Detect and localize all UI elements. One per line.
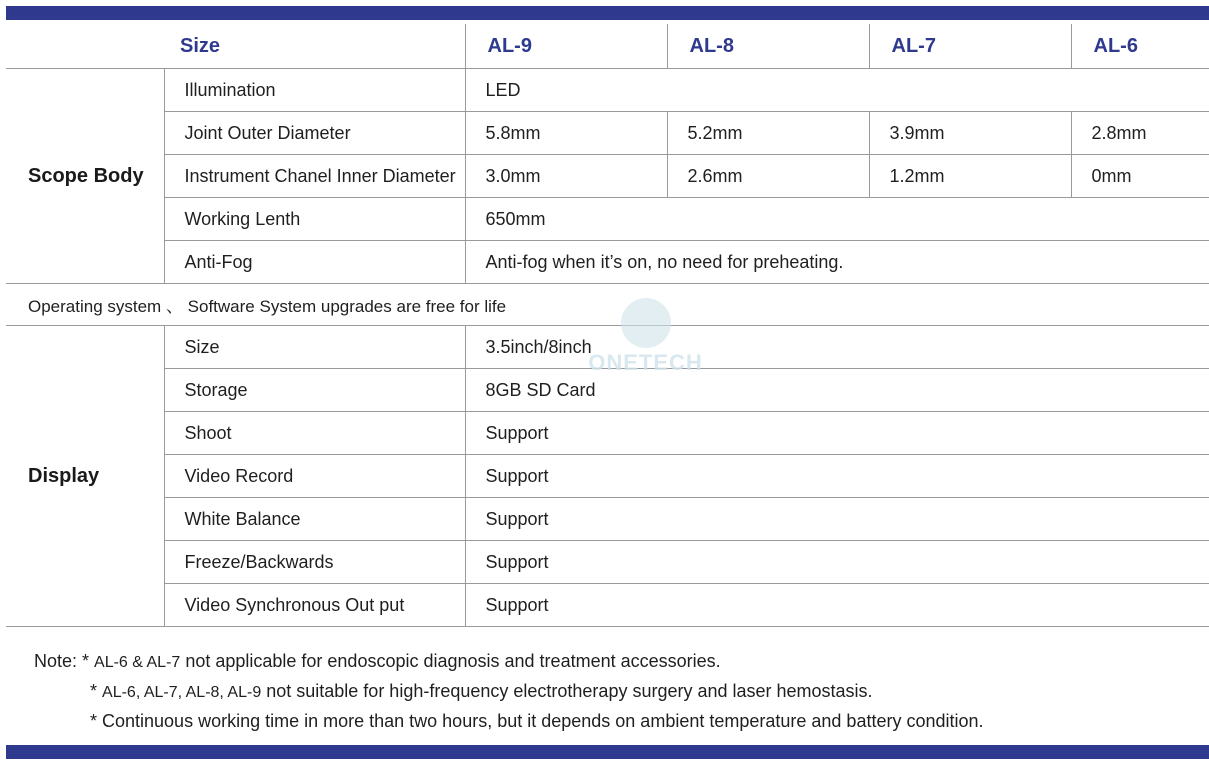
model-header-al9: AL-9 — [465, 24, 667, 69]
table-row — [6, 412, 1209, 455]
table-row — [6, 69, 1209, 112]
note-prefix: Note: * — [34, 651, 95, 671]
table-header-row — [6, 24, 1209, 69]
note-prefix: * — [90, 681, 103, 701]
scope-body-group-label: Scope Body — [6, 69, 164, 284]
spec-table — [6, 24, 1209, 627]
operating-system-text: Operating system 、 Software System upgrades are free for life — [6, 284, 1209, 326]
cell-value: 0mm — [1071, 155, 1209, 198]
size-header: Size — [6, 24, 465, 69]
row-label: Freeze/Backwards — [164, 541, 465, 584]
row-label: Working Lenth — [164, 198, 465, 241]
row-value: Support — [465, 498, 1209, 541]
note-line-3: * Continuous working time in more than two hours, but it depends on ambient temperature and battery condition. — [90, 711, 984, 731]
row-value: Support — [465, 584, 1209, 627]
note-line-2 — [34, 678, 984, 708]
row-label: Joint Outer Diameter — [164, 112, 465, 155]
operating-system-row — [6, 284, 1209, 326]
row-value: 8GB SD Card — [465, 369, 1209, 412]
row-label: White Balance — [164, 498, 465, 541]
row-value: Support — [465, 455, 1209, 498]
cell-value: 5.8mm — [465, 112, 667, 155]
row-label: Shoot — [164, 412, 465, 455]
watermark-text: ONETECH — [588, 350, 703, 375]
note-line-1 — [34, 648, 984, 678]
row-value: 650mm — [465, 198, 1209, 241]
model-header-al7: AL-7 — [869, 24, 1071, 69]
row-label: Storage — [164, 369, 465, 412]
row-label: Size — [164, 326, 465, 369]
table-row — [6, 541, 1209, 584]
table-row — [6, 198, 1209, 241]
note-models: AL-6, AL-7, AL-8, AL-9 — [102, 684, 262, 701]
row-value: 3.5inch/8inch — [465, 326, 1209, 369]
table-row — [6, 455, 1209, 498]
model-header-al6: AL-6 — [1071, 24, 1209, 69]
row-value: Support — [465, 541, 1209, 584]
row-label: Illumination — [164, 69, 465, 112]
row-label: Anti-Fog — [164, 241, 465, 284]
table-row — [6, 326, 1209, 369]
row-value: LED — [465, 69, 1209, 112]
cell-value: 1.2mm — [869, 155, 1071, 198]
table-row — [6, 155, 1209, 198]
row-value: Anti-fog when it’s on, no need for preheating. — [465, 241, 1209, 284]
row-label: Video Synchronous Out put — [164, 584, 465, 627]
row-label: Video Record — [164, 455, 465, 498]
model-header-al8: AL-8 — [667, 24, 869, 69]
table-row — [6, 241, 1209, 284]
cell-value: 3.0mm — [465, 155, 667, 198]
row-label: Instrument Chanel Inner Diameter — [164, 155, 465, 198]
note-text: not applicable for endoscopic diagnosis and treatment accessories. — [180, 651, 721, 671]
table-row — [6, 584, 1209, 627]
top-accent-bar — [6, 6, 1209, 20]
table-row — [6, 369, 1209, 412]
table-row — [6, 112, 1209, 155]
cell-value: 2.8mm — [1071, 112, 1209, 155]
table-row — [6, 498, 1209, 541]
cell-value: 5.2mm — [667, 112, 869, 155]
cell-value: 2.6mm — [667, 155, 869, 198]
bottom-accent-bar — [6, 745, 1209, 759]
note-models: AL-6 & AL-7 — [94, 654, 181, 671]
cell-value: 3.9mm — [869, 112, 1071, 155]
row-value: Support — [465, 412, 1209, 455]
notes-section — [34, 648, 984, 738]
display-group-label: Display — [6, 326, 164, 627]
note-text: not suitable for high-frequency electrotherapy surgery and laser hemostasis. — [261, 681, 873, 701]
